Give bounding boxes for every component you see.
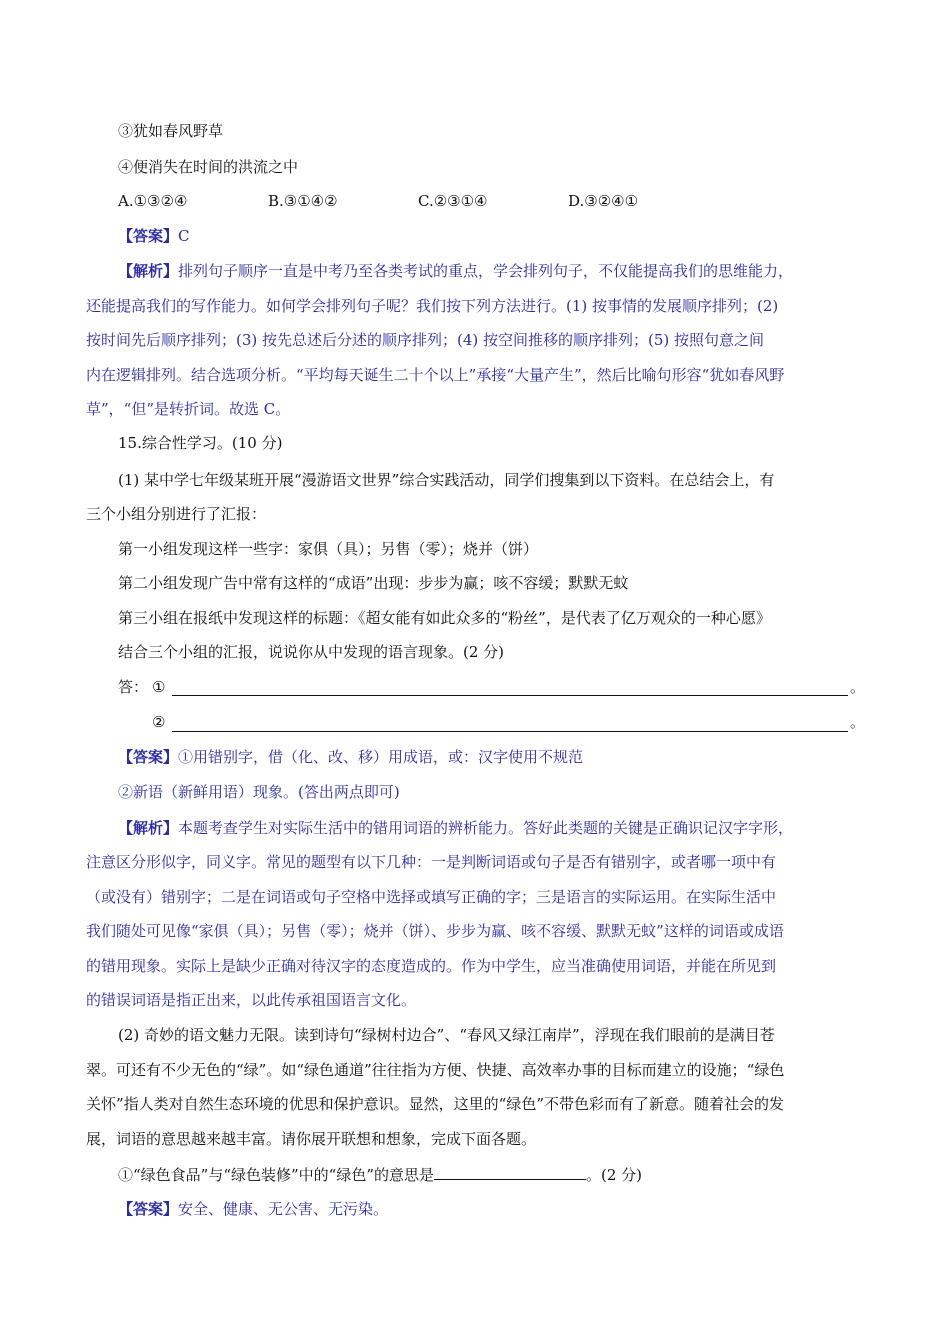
q15-part2-line-2: 翠。可还有不少无色的“绿”。如“绿色通道”往往指为方便、快捷、高效率办事的目标而建立的设施；“绿色 bbox=[86, 1061, 785, 1079]
q15-analysis-line-2: 注意区分形似字，同义字。常见的题型有以下几种：一是判断词语或句子是否有错别字，或者哪一项中有 bbox=[86, 853, 777, 871]
answer-blank-1[interactable] bbox=[172, 695, 848, 696]
choice-b: B.③①④② bbox=[268, 192, 338, 210]
q15-part2-line-4: 展，词语的意思越来越丰富。请你展开联想和想象，完成下面各题。 bbox=[86, 1130, 537, 1148]
group-2-report: 第二小组发现广告中常有这样的“成语”出现：步步为赢；咳不容缓；默默无蚊 bbox=[118, 574, 629, 592]
option-item-3: ③犹如春风野草 bbox=[118, 122, 224, 140]
q14-analysis-line-1: 【解析】排列句子顺序一直是中考乃至各类考试的重点，学会排列句子，不仅能提高我们的思维能力， bbox=[118, 262, 794, 280]
q15-analysis-line-4: 我们随处可见像“家俱（具）；另售（零）；烧并（饼）、步步为赢、咳不容缓、默默无蚊”这样的词语或成语 bbox=[86, 922, 784, 940]
q14-analysis-line-5: 草”，“但”是转折词。故选 C。 bbox=[86, 400, 291, 418]
q14-analysis-line-3: 按时间先后顺序排列；(3) 按先总述后分述的顺序排列；(4) 按空间推移的顺序排列；(5) 按照句意之间 bbox=[86, 331, 765, 349]
option-item-4: ④便消失在时间的洪流之中 bbox=[118, 158, 299, 176]
choice-d: D.③②④① bbox=[568, 192, 639, 210]
q15-prompt: 结合三个小组的汇报，说说你从中发现的语言现象。(2 分) bbox=[118, 643, 505, 661]
q15-title: 15.综合性学习。(10 分) bbox=[118, 434, 283, 452]
q15-analysis-line-3: （或没有）错别字；二是在词语或句子空格中选择或填写正确的字；三是语言的实际运用。在实际生活中 bbox=[86, 888, 777, 906]
choice-c: C.②③①④ bbox=[418, 192, 488, 210]
q15-part2-line-1: (2) 奇妙的语文魅力无限。读到诗句“绿树村边合”、“春风又绿江南岸”，浮现在我们眼前的是满目苍 bbox=[118, 1026, 775, 1044]
answer-blank-2[interactable] bbox=[172, 731, 848, 732]
blank-2-number: ② bbox=[152, 713, 166, 731]
q15-part1-line-2: 三个小组分别进行了汇报： bbox=[86, 505, 267, 523]
group-3-report: 第三小组在报纸中发现这样的标题：《超女能有如此众多的“粉丝”，是代表了亿万观众的一种心愿》 bbox=[118, 609, 771, 627]
blank-1-period: 。 bbox=[850, 678, 866, 696]
answer-tag: 【答案】 bbox=[118, 1200, 179, 1218]
answer-label: 答： bbox=[118, 678, 149, 696]
q15-answer-line-2: ②新语（新鲜用语）现象。(答出两点即可) bbox=[118, 783, 400, 801]
analysis-tag: 【解析】 bbox=[118, 262, 179, 280]
q15-part1-line-1: (1) 某中学七年级某班开展“漫游语文世界”综合实践活动，同学们搜集到以下资料。在总结会上，有 bbox=[118, 471, 775, 489]
answer-tag: 【答案】 bbox=[118, 227, 179, 245]
sub1-blank[interactable] bbox=[434, 1164, 586, 1180]
group-1-report: 第一小组发现这样一些字：家俱（具）；另售（零）；烧并（饼） bbox=[118, 540, 539, 558]
q14-analysis-line-2: 还能提高我们的写作能力。如何学会排列句子呢？我们按下列方法进行。(1) 按事情的发展顺序排列；(2) bbox=[86, 297, 779, 315]
q15-analysis-line-5: 的错用现象。实际上是缺少正确对待汉字的态度造成的。作为中学生，应当准确使用词语，并能在所见到 bbox=[86, 957, 777, 975]
choice-a: A.①③②④ bbox=[118, 192, 188, 210]
q15-sub1-answer: 【答案】安全、健康、无公害、无污染。 bbox=[118, 1200, 389, 1218]
q15-part2-line-3: 关怀”指人类对自然生态环境的优思和保护意识。显然，这里的“绿色”不带色彩而有了新意。随着社会的发 bbox=[86, 1095, 785, 1113]
q15-sub1-question: ①“绿色食品”与“绿色装修”中的“绿色”的意思是 。(2 分) bbox=[118, 1166, 643, 1184]
answer-value: C bbox=[178, 227, 190, 245]
q14-analysis-line-4: 内在逻辑排列。结合选项分析。“平均每天诞生二十个以上”承接“大量产生”，然后比喻句形容“犹如春风野 bbox=[86, 366, 785, 384]
q14-answer bbox=[118, 226, 896, 246]
blank-1-number: ① bbox=[152, 678, 166, 696]
q15-analysis-line-6: 的错误词语是指正出来，以此传承祖国语言文化。 bbox=[86, 991, 417, 1009]
q15-answer-line-1: 【答案】①用错别字，借（化、改、移）用成语，或：汉字使用不规范 bbox=[118, 748, 584, 766]
analysis-tag: 【解析】 bbox=[118, 819, 179, 837]
answer-tag: 【答案】 bbox=[118, 748, 179, 766]
blank-2-period: 。 bbox=[850, 713, 866, 731]
q15-analysis-line-1: 【解析】本题考查学生对实际生活中的错用词语的辨析能力。答好此类题的关键是正确识记汉字字形， bbox=[118, 819, 794, 837]
